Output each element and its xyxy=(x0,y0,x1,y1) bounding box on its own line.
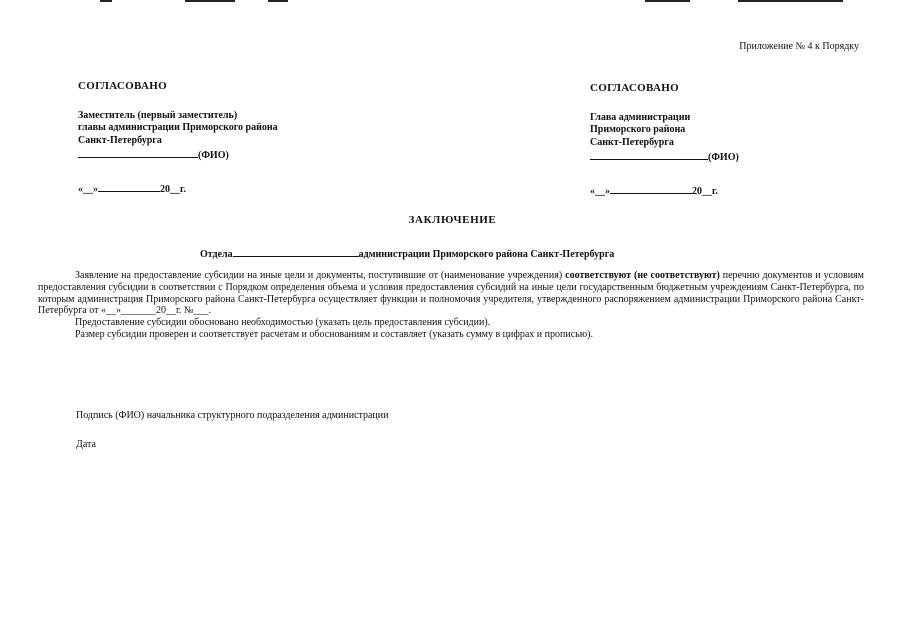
fio-line xyxy=(590,149,739,165)
department-line xyxy=(200,246,614,260)
date-month-blank xyxy=(610,183,692,194)
fio-blank xyxy=(590,149,708,160)
right-approval-block xyxy=(590,82,739,198)
signature-line: Подпись (ФИО) начальника структурного подразделения администрации xyxy=(76,410,389,421)
approval-date-line xyxy=(590,183,739,199)
appendix-reference: Приложение № 4 к Порядку xyxy=(739,41,859,52)
date-day-blank: «__» xyxy=(590,185,610,197)
amount-paragraph: Размер субсидии проверен и соответствует расчетам и обоснованиям и составляет (указать сумму в цифрах и прописью). xyxy=(75,328,594,340)
department-prefix: Отдела xyxy=(200,249,233,260)
fio-label: (ФИО) xyxy=(708,152,739,163)
approver-position-line2: главы администрации Приморского района xyxy=(78,122,278,133)
date-label: Дата xyxy=(76,439,96,450)
date-day-blank: «__» xyxy=(78,183,98,195)
fio-blank xyxy=(78,147,198,158)
conclusion-paragraph xyxy=(38,270,864,317)
conclusion-body xyxy=(38,270,864,341)
paragraph-text: Заявление на предоставление субсидии на иные цели и документы, поступившие от (наименование учреждения) xyxy=(75,270,566,281)
date-year: 20__г. xyxy=(160,183,186,195)
approver-position-line3: Санкт-Петербурга xyxy=(78,134,162,146)
fio-line xyxy=(78,147,278,163)
document-title: ЗАКЛЮЧЕНИЕ xyxy=(408,214,497,226)
left-approval-block xyxy=(78,80,278,196)
approval-heading: СОГЛАСОВАНО xyxy=(78,80,167,92)
approver-position-line1: Глава администрации xyxy=(590,111,691,123)
paragraph-text: перечню документов и условиям предоставления субсидии в соответствии с Порядком определения объема и условия предоставления субсидий на иные цели государственным бюджетным учреждениям Санкт-Петербурга, по которым администрация Приморского района Санкт-Петербурга осуществляет функции и полномочия учредителя, утвержденного распоряжением администрации Приморского района Санкт-Петербурга от «__»_______20__г. №___. xyxy=(38,270,864,317)
department-suffix: администрации Приморского района Санкт-Петербурга xyxy=(358,249,615,260)
department-name-blank xyxy=(233,246,359,257)
approval-heading: СОГЛАСОВАНО xyxy=(590,82,679,94)
date-year: 20__г. xyxy=(692,185,718,197)
date-month-blank xyxy=(98,181,160,192)
approval-date-line xyxy=(78,181,278,197)
fio-label: (ФИО) xyxy=(198,150,229,161)
approver-position-line2: Приморского района xyxy=(590,124,686,135)
justification-paragraph: Предоставление субсидии обосновано необходимостью (указать цель предоставления субсидии). xyxy=(75,317,491,329)
paragraph-emphasis: соответствуют (не соответствуют) xyxy=(565,270,720,281)
approver-position-line1: Заместитель (первый заместитель) xyxy=(78,109,238,121)
approver-position-line3: Санкт-Петербурга xyxy=(590,136,674,148)
